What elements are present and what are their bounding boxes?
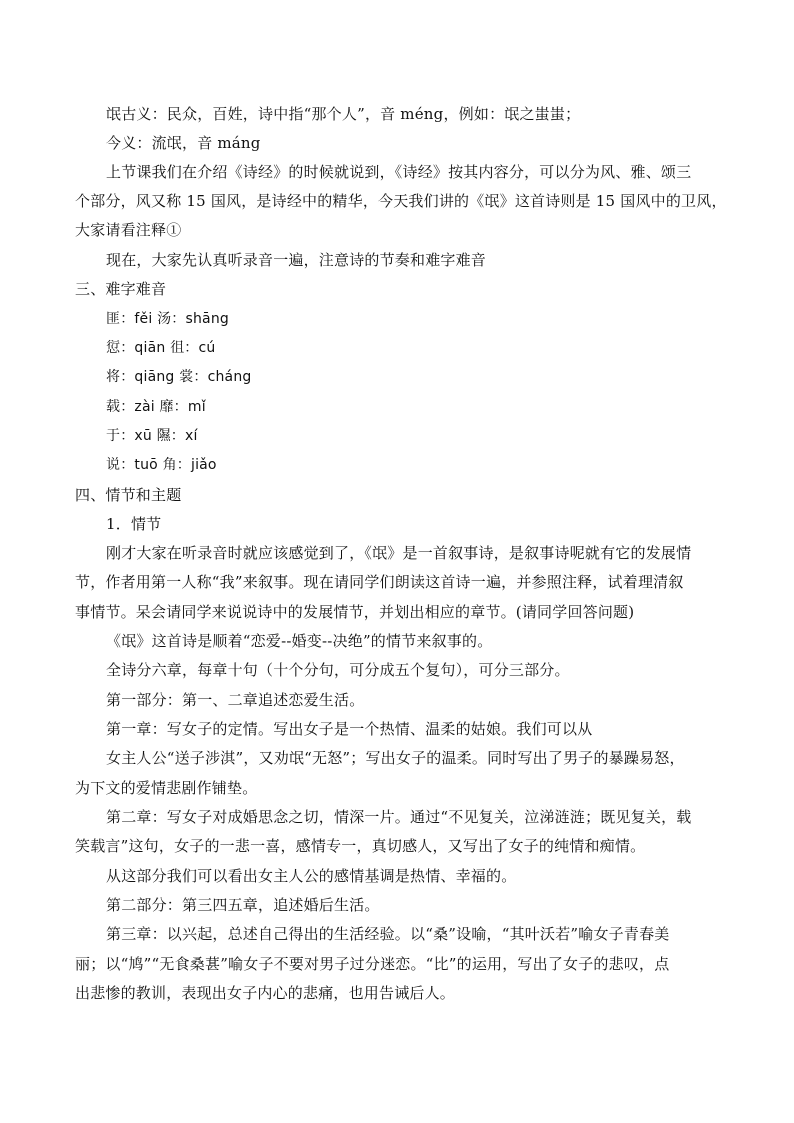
- text-line: 氓古义：民众，百姓，诗中指“那个人”，音 méng，例如：氓之蚩蚩；: [106, 105, 581, 123]
- pronunciation-line: 将：qiāng 裳：cháng: [106, 369, 252, 385]
- text-line: 笑载言”这句，女子的一悲一喜，感情专一，真切感人，又写出了女子的纯情和痴情。: [75, 837, 646, 855]
- text-line: 为下文的爱情悲剧作铺垫。: [75, 779, 258, 797]
- text-line: 个部分，风又称 15 国风，是诗经中的精华，今天我们讲的《氓》这首诗则是 15 国风中的卫风，: [75, 192, 727, 210]
- text-line: 节，作者用第一人称“我”来叙事。现在请同学们朗读这首诗一遍，并参照注释，试着理清叙: [75, 573, 684, 591]
- text-line: 事情节。呆会请同学来说说诗中的发展情节，并划出相应的章节。(请同学回答问题): [75, 603, 635, 621]
- pronunciation-line: 匪：fěi 汤：shāng: [106, 311, 229, 327]
- text-line: 出悲惨的教训，表现出女子内心的悲痛，也用告诫后人。: [75, 984, 456, 1002]
- pronunciation-line: 说：tuō 角：jiǎo: [106, 457, 217, 473]
- pronunciation-line: 载：zài 靡：mǐ: [106, 399, 206, 415]
- text-line: 今义：流氓，音 máng: [106, 134, 261, 152]
- text-line: 从这部分我们可以看出女主人公的感情基调是热情、幸福的。: [106, 867, 517, 885]
- section-heading: 三、难字难音: [75, 280, 167, 298]
- text-line: 第一章：写女子的定情。写出女子是一个热情、温柔的姑娘。我们可以从: [106, 720, 593, 738]
- subsection-heading: 1．情节: [106, 515, 162, 533]
- text-line: 《氓》这首诗是顺着“恋爱--婚变--决绝”的情节来叙事的。: [106, 632, 493, 650]
- text-line: 全诗分六章，每章十句（十个分句，可分成五个复句），可分三部分。: [106, 661, 570, 679]
- text-line: 丽；以“鸠”“无食桑葚”喻女子不要对男子过分迷恋。“比”的运用，写出了女子的悲叹，点: [75, 955, 670, 973]
- pronunciation-line: 于：xū 隰：xí: [106, 428, 198, 444]
- section-heading: 四、情节和主题: [75, 486, 182, 504]
- pronunciation-line: 愆：qiān 徂：cú: [106, 340, 216, 356]
- text-line: 现在，大家先认真听录音一遍，注意诗的节奏和难字难音: [106, 251, 487, 269]
- text-line: 女主人公“送子涉淇”，又劝氓“无怒”；写出女子的温柔。同时写出了男子的暴躁易怒，: [106, 749, 685, 767]
- text-line: 大家请看注释①: [75, 221, 182, 239]
- text-line: 第二部分：第三四五章，追述婚后生活。: [106, 896, 380, 914]
- text-line: 上节课我们在介绍《诗经》的时候就说到，《诗经》按其内容分，可以分为风、雅、颂三: [106, 163, 692, 181]
- text-line: 第三章：以兴起，总述自己得出的生活经验。以“桑”设喻，“其叶沃若”喻女子青春美: [106, 925, 670, 943]
- text-line: 第二章：写女子对成婚思念之切，情深一片。通过“不见复关，泣涕涟涟；既见复关，载: [106, 808, 692, 826]
- text-line: 第一部分：第一、二章追述恋爱生活。: [106, 691, 365, 709]
- text-line: 刚才大家在听录音时就应该感觉到了，《氓》是一首叙事诗，是叙事诗呢就有它的发展情: [106, 544, 692, 562]
